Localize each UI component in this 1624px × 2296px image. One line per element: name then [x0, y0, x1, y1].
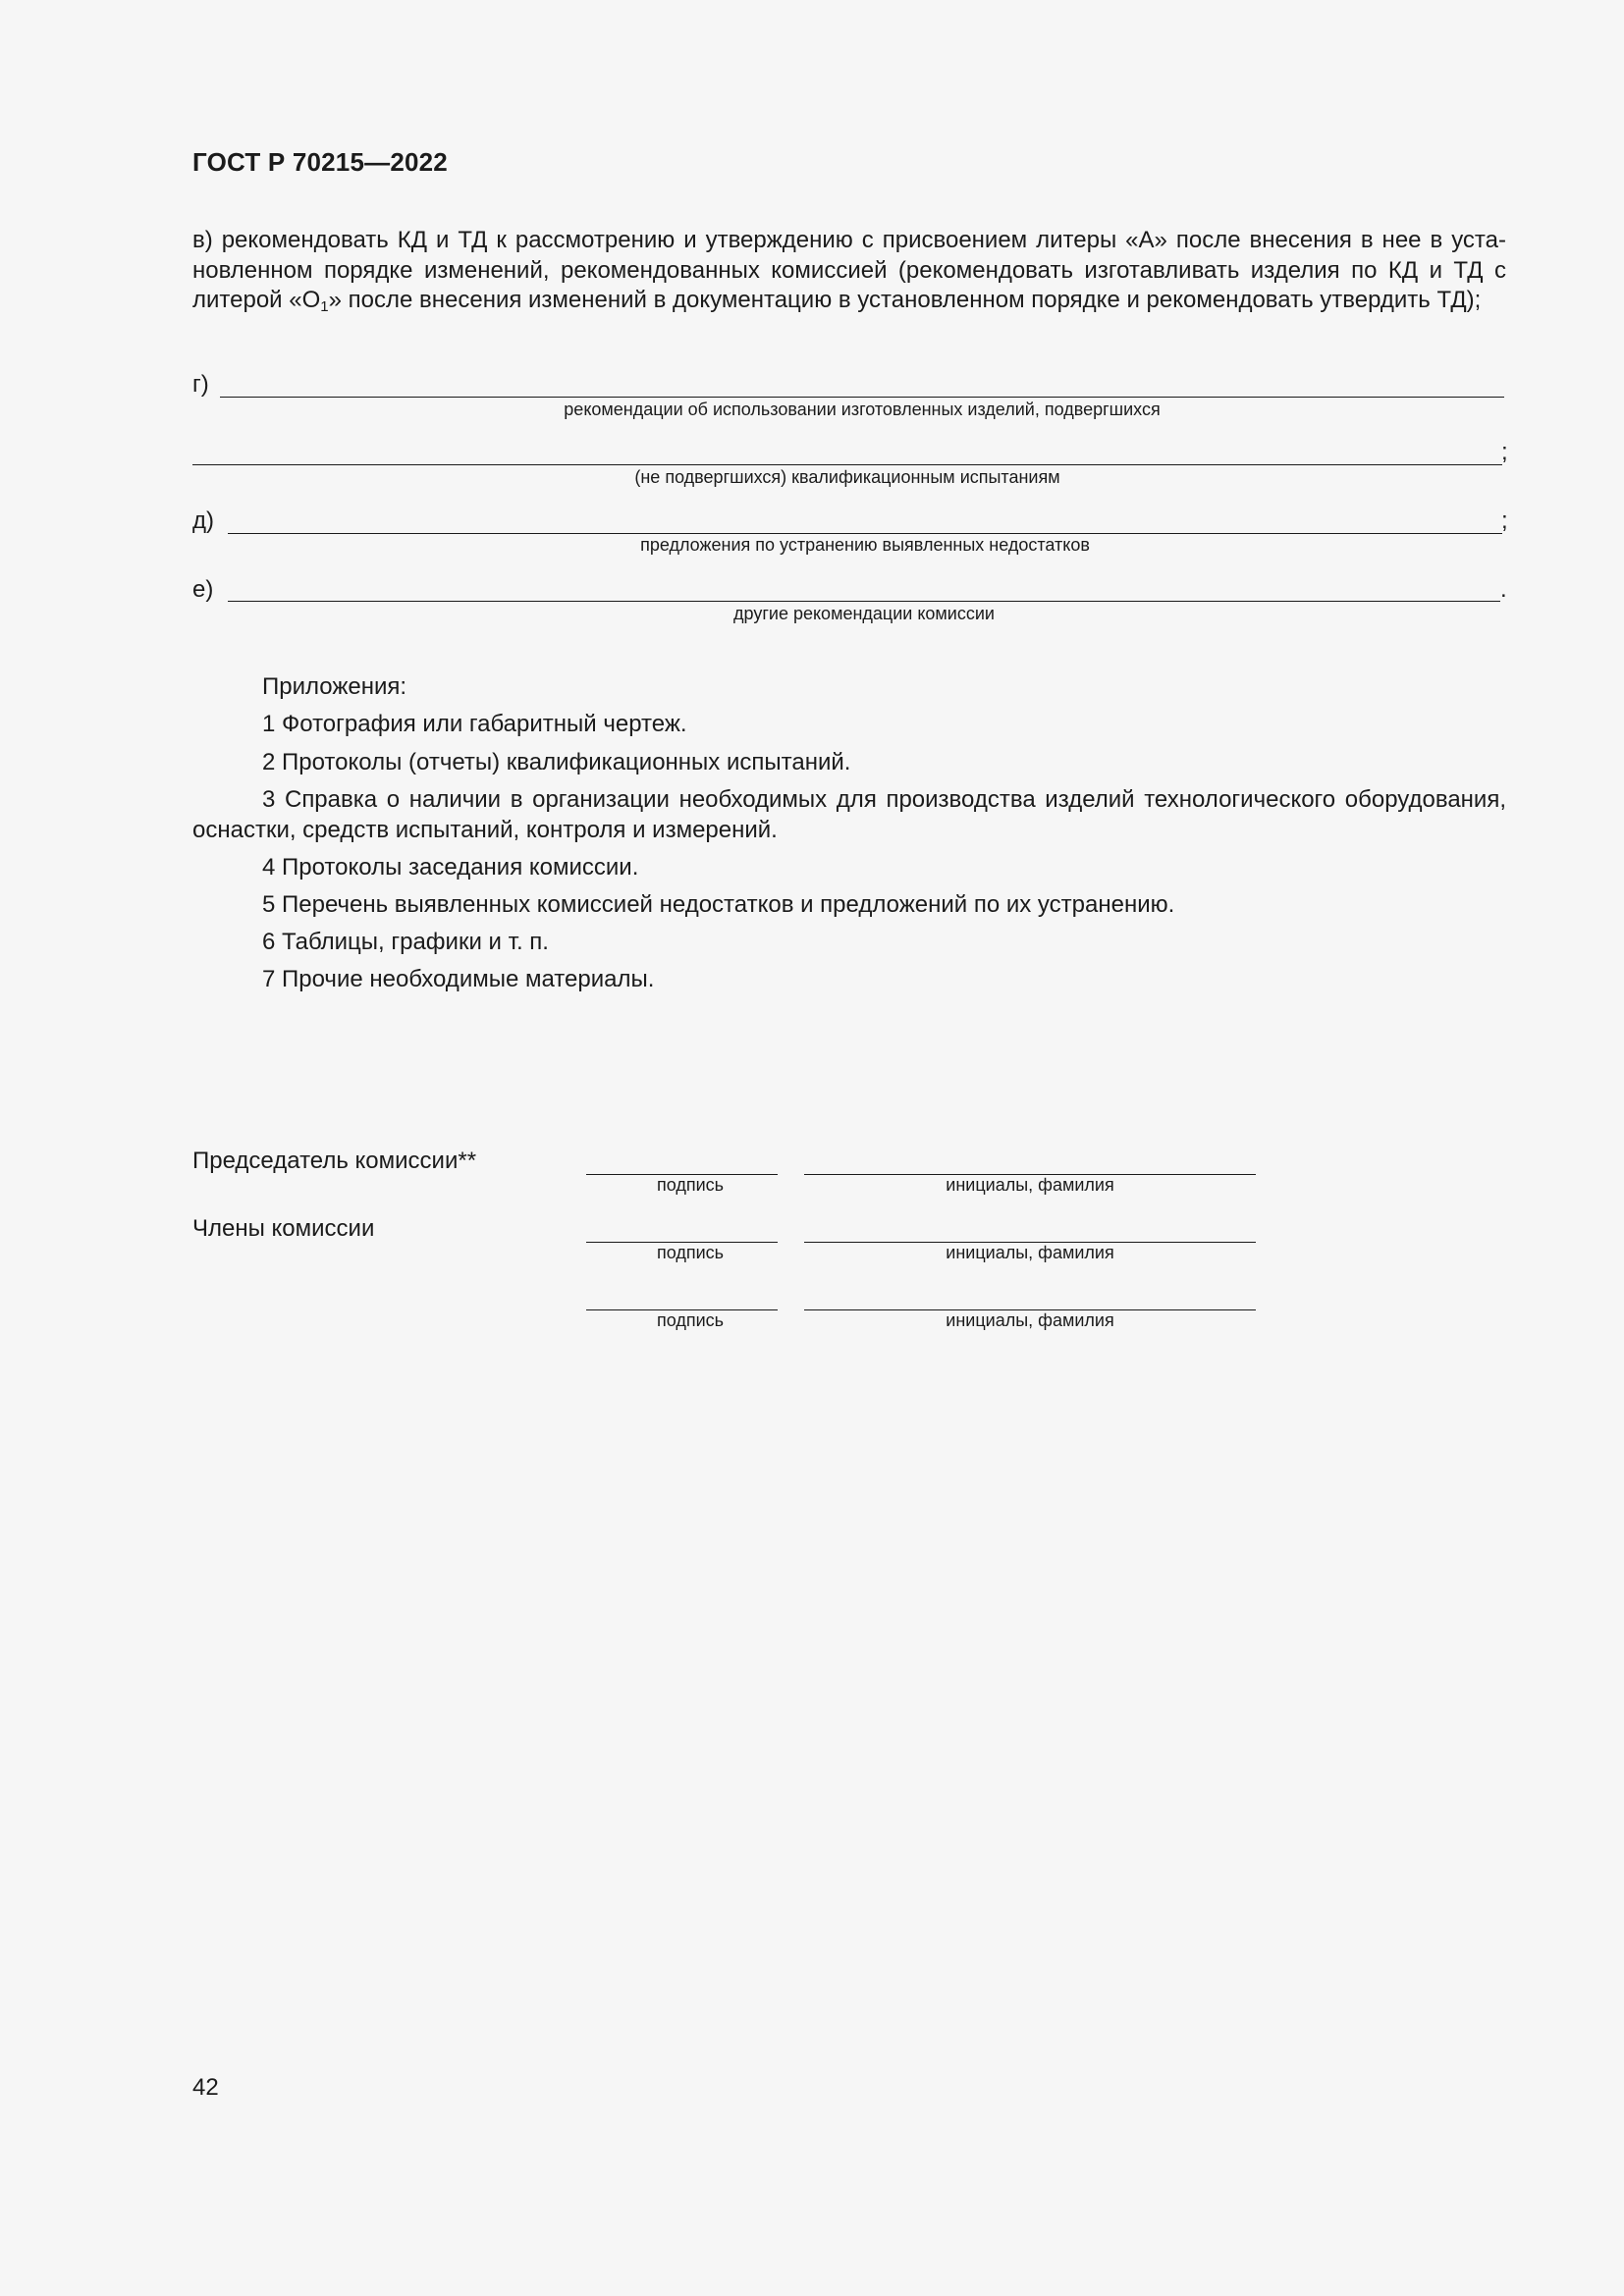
item-d-label: д) — [192, 507, 214, 534]
chairman-label: Председатель комиссии** — [192, 1148, 477, 1174]
item-e-tail: . — [1500, 576, 1507, 603]
item-e-caption: другие рекомендации комиссии — [733, 604, 995, 623]
appendix-item: 3 Справка о наличии в организации необходимых для производства изделий технологического оборудования, оснастки, средств испытаний, контроля и измерений. — [192, 786, 1506, 843]
item-e-line — [228, 601, 1500, 602]
item-g-label: г) — [192, 371, 209, 398]
appendix-item: 2 Протоколы (отчеты) квалификационных испытаний. — [262, 749, 851, 775]
appendix-item: 7 Прочие необходимые материалы. — [262, 966, 655, 992]
name-caption: инициалы, фамилия — [946, 1243, 1114, 1262]
members-label: Члены комиссии — [192, 1215, 375, 1242]
document-header: ГОСТ Р 70215—2022 — [192, 147, 448, 177]
paragraph-v-subscript: 1 — [320, 298, 329, 315]
signature-caption: подпись — [656, 1175, 725, 1195]
item-e-label: е) — [192, 576, 214, 603]
item-d-caption: предложения по устранению выявленных недостатков — [640, 535, 1090, 555]
appendices-heading: Приложения: — [262, 673, 407, 700]
signature-caption: подпись — [656, 1243, 725, 1262]
item-g-caption-1: рекомендации об использовании изготовленных изделий, подвергшихся — [564, 400, 1161, 419]
item-d-line — [228, 533, 1502, 534]
page-number: 42 — [192, 2074, 219, 2101]
appendix-item: 6 Таблицы, графики и т. п. — [262, 929, 549, 955]
item-g-tail: ; — [1501, 439, 1508, 465]
item-d-tail: ; — [1501, 507, 1508, 534]
appendix-item: 5 Перечень выявленных комиссией недостатков и предложений по их устранению. — [262, 891, 1175, 918]
item-g-caption-2: (не подвергшихся) квалификационным испытаниям — [634, 467, 1060, 487]
name-caption: инициалы, фамилия — [946, 1175, 1114, 1195]
appendix-item: 1 Фотография или габаритный чертеж. — [262, 711, 687, 737]
name-caption: инициалы, фамилия — [946, 1310, 1114, 1330]
item-g-line-1 — [220, 397, 1504, 398]
paragraph-v-text-end: » после внесения изменений в документацию в установленном порядке и рекомендовать утвердить ТД); — [328, 287, 1482, 313]
paragraph-v-text: в) рекомендовать КД и ТД к рассмотрению и утверждению с присвоением литеры «А» после внесения в нее в установленном порядке изменений, рекомендованных комиссией (рекомендовать изготавливать изделия по КД и ТД с литерой «О — [192, 227, 1506, 313]
item-g-line-2 — [192, 464, 1502, 465]
appendix-item: 4 Протоколы заседания комиссии. — [262, 854, 639, 881]
signature-caption: подпись — [656, 1310, 725, 1330]
paragraph-v — [192, 226, 1506, 316]
